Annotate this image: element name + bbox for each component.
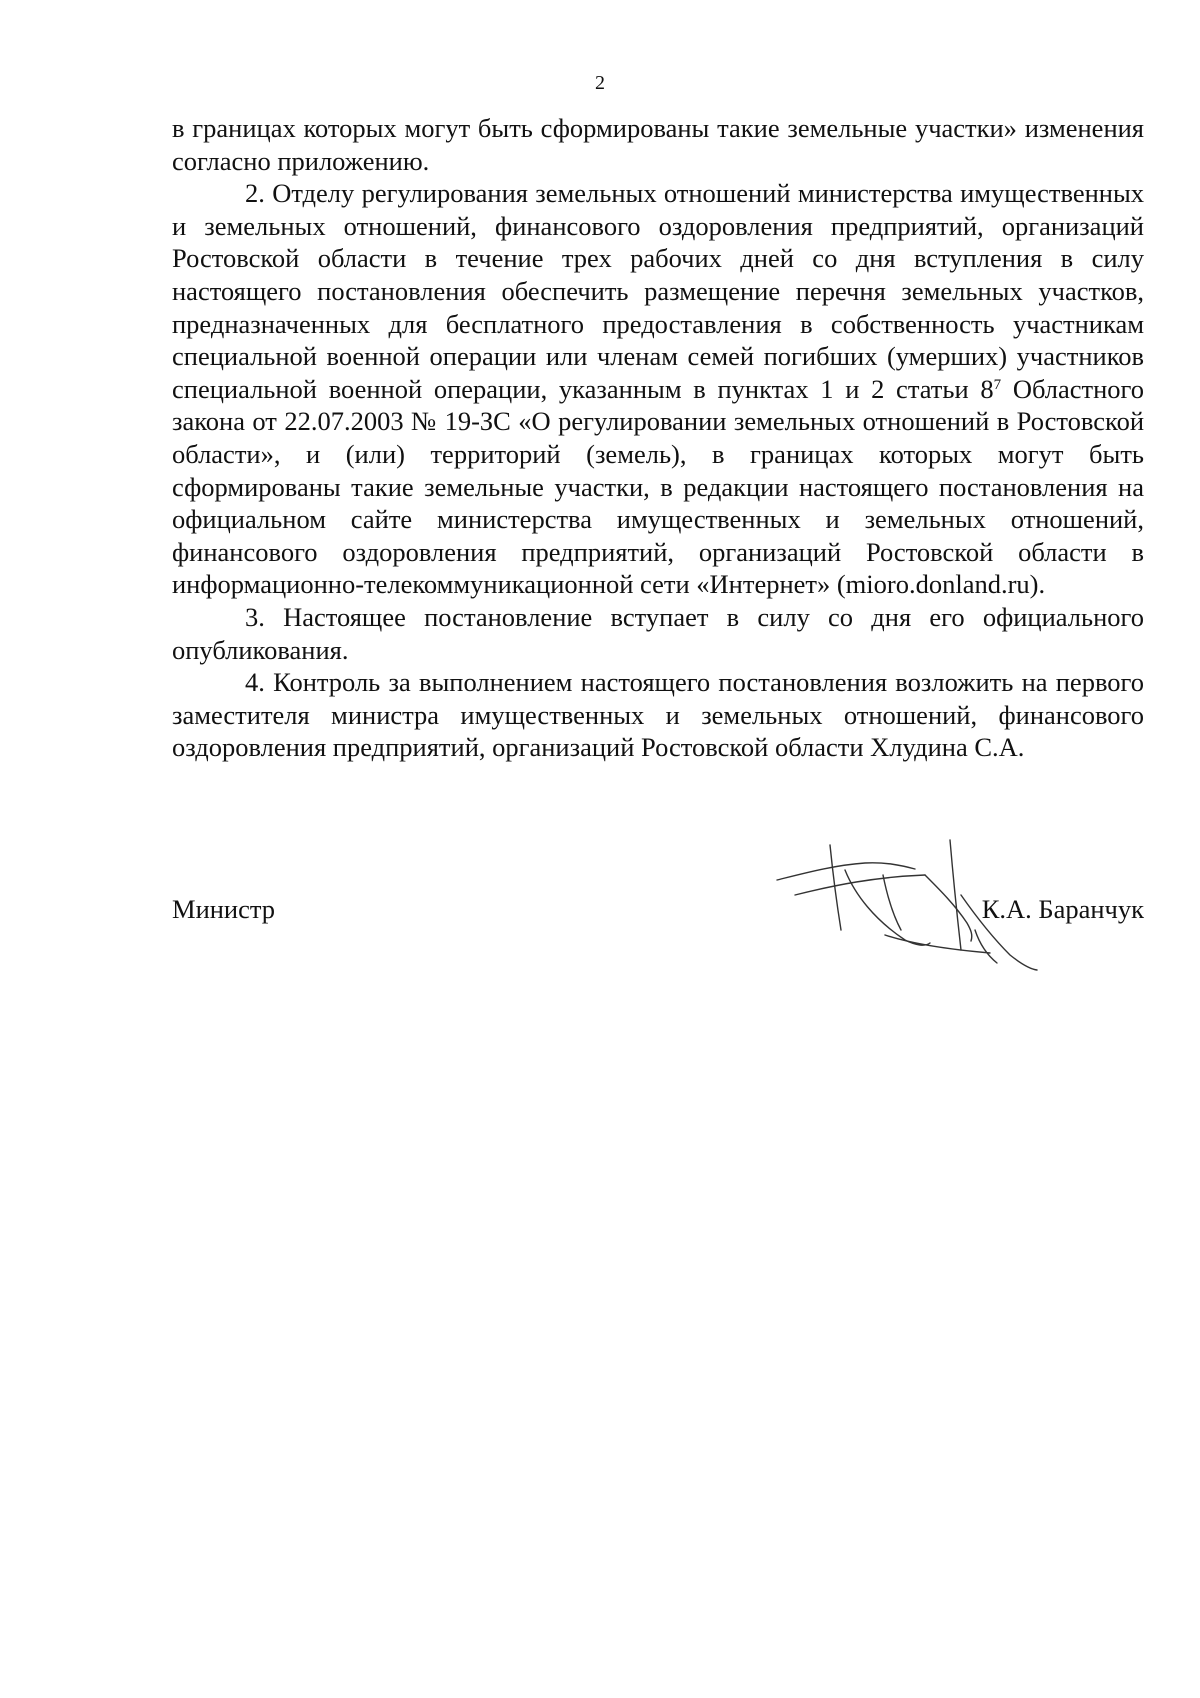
paragraph-item-4: 4. Контроль за выполнением настоящего постановления возложить на первого заместителя министра имущественных и земельных отношений, финансового оздоровления предприятий, организаций Ростовской области Хлудина С.А. <box>172 667 1144 763</box>
paragraph-item-3: 3. Настоящее постановление вступает в силу со дня его официального опубликования. <box>172 601 1144 665</box>
signatory-title: Министр <box>172 894 276 924</box>
document-body <box>172 112 1144 764</box>
paragraph-item-2-start: 2. Отделу регулирования земельных отношений министерства имущественных и земельных отношений, финансового оздоровления предприятий, организаций Ростовской области в течение трех рабочих дней со дня вступления в силу настоящего постановления обеспечить размещение перечня земельных участков, предназначенных для бесплатного предоставления в собственность участникам специальной военной операции или членам семей погибших (умерших) участников специальной военной операции, указанным в пунктах 1 и 2 статьи 8 <box>172 178 1144 404</box>
article-superscript: 7 <box>993 376 1002 393</box>
paragraph-item-2 <box>172 177 1144 601</box>
paragraph-item-2-end: Областного закона от 22.07.2003 № 19-ЗС «О регулировании земельных отношений в Ростовской области», и (или) территорий (земель), в границах которых могут быть сформированы такие земельные участки, в редакции настоящего постановления на официальном сайте министерства имущественных и земельных отношений, финансового оздоровления предприятий, организаций Ростовской области в информационно-телекоммуникационной сети «Интернет» (mioro.donland.ru). <box>172 373 1144 600</box>
page-number: 2 <box>595 72 605 94</box>
paragraph-continuation: в границах которых могут быть сформированы такие земельные участки» изменения согласно приложению. <box>172 113 1144 176</box>
signatory-name: К.А. Баранчук <box>981 894 1144 924</box>
